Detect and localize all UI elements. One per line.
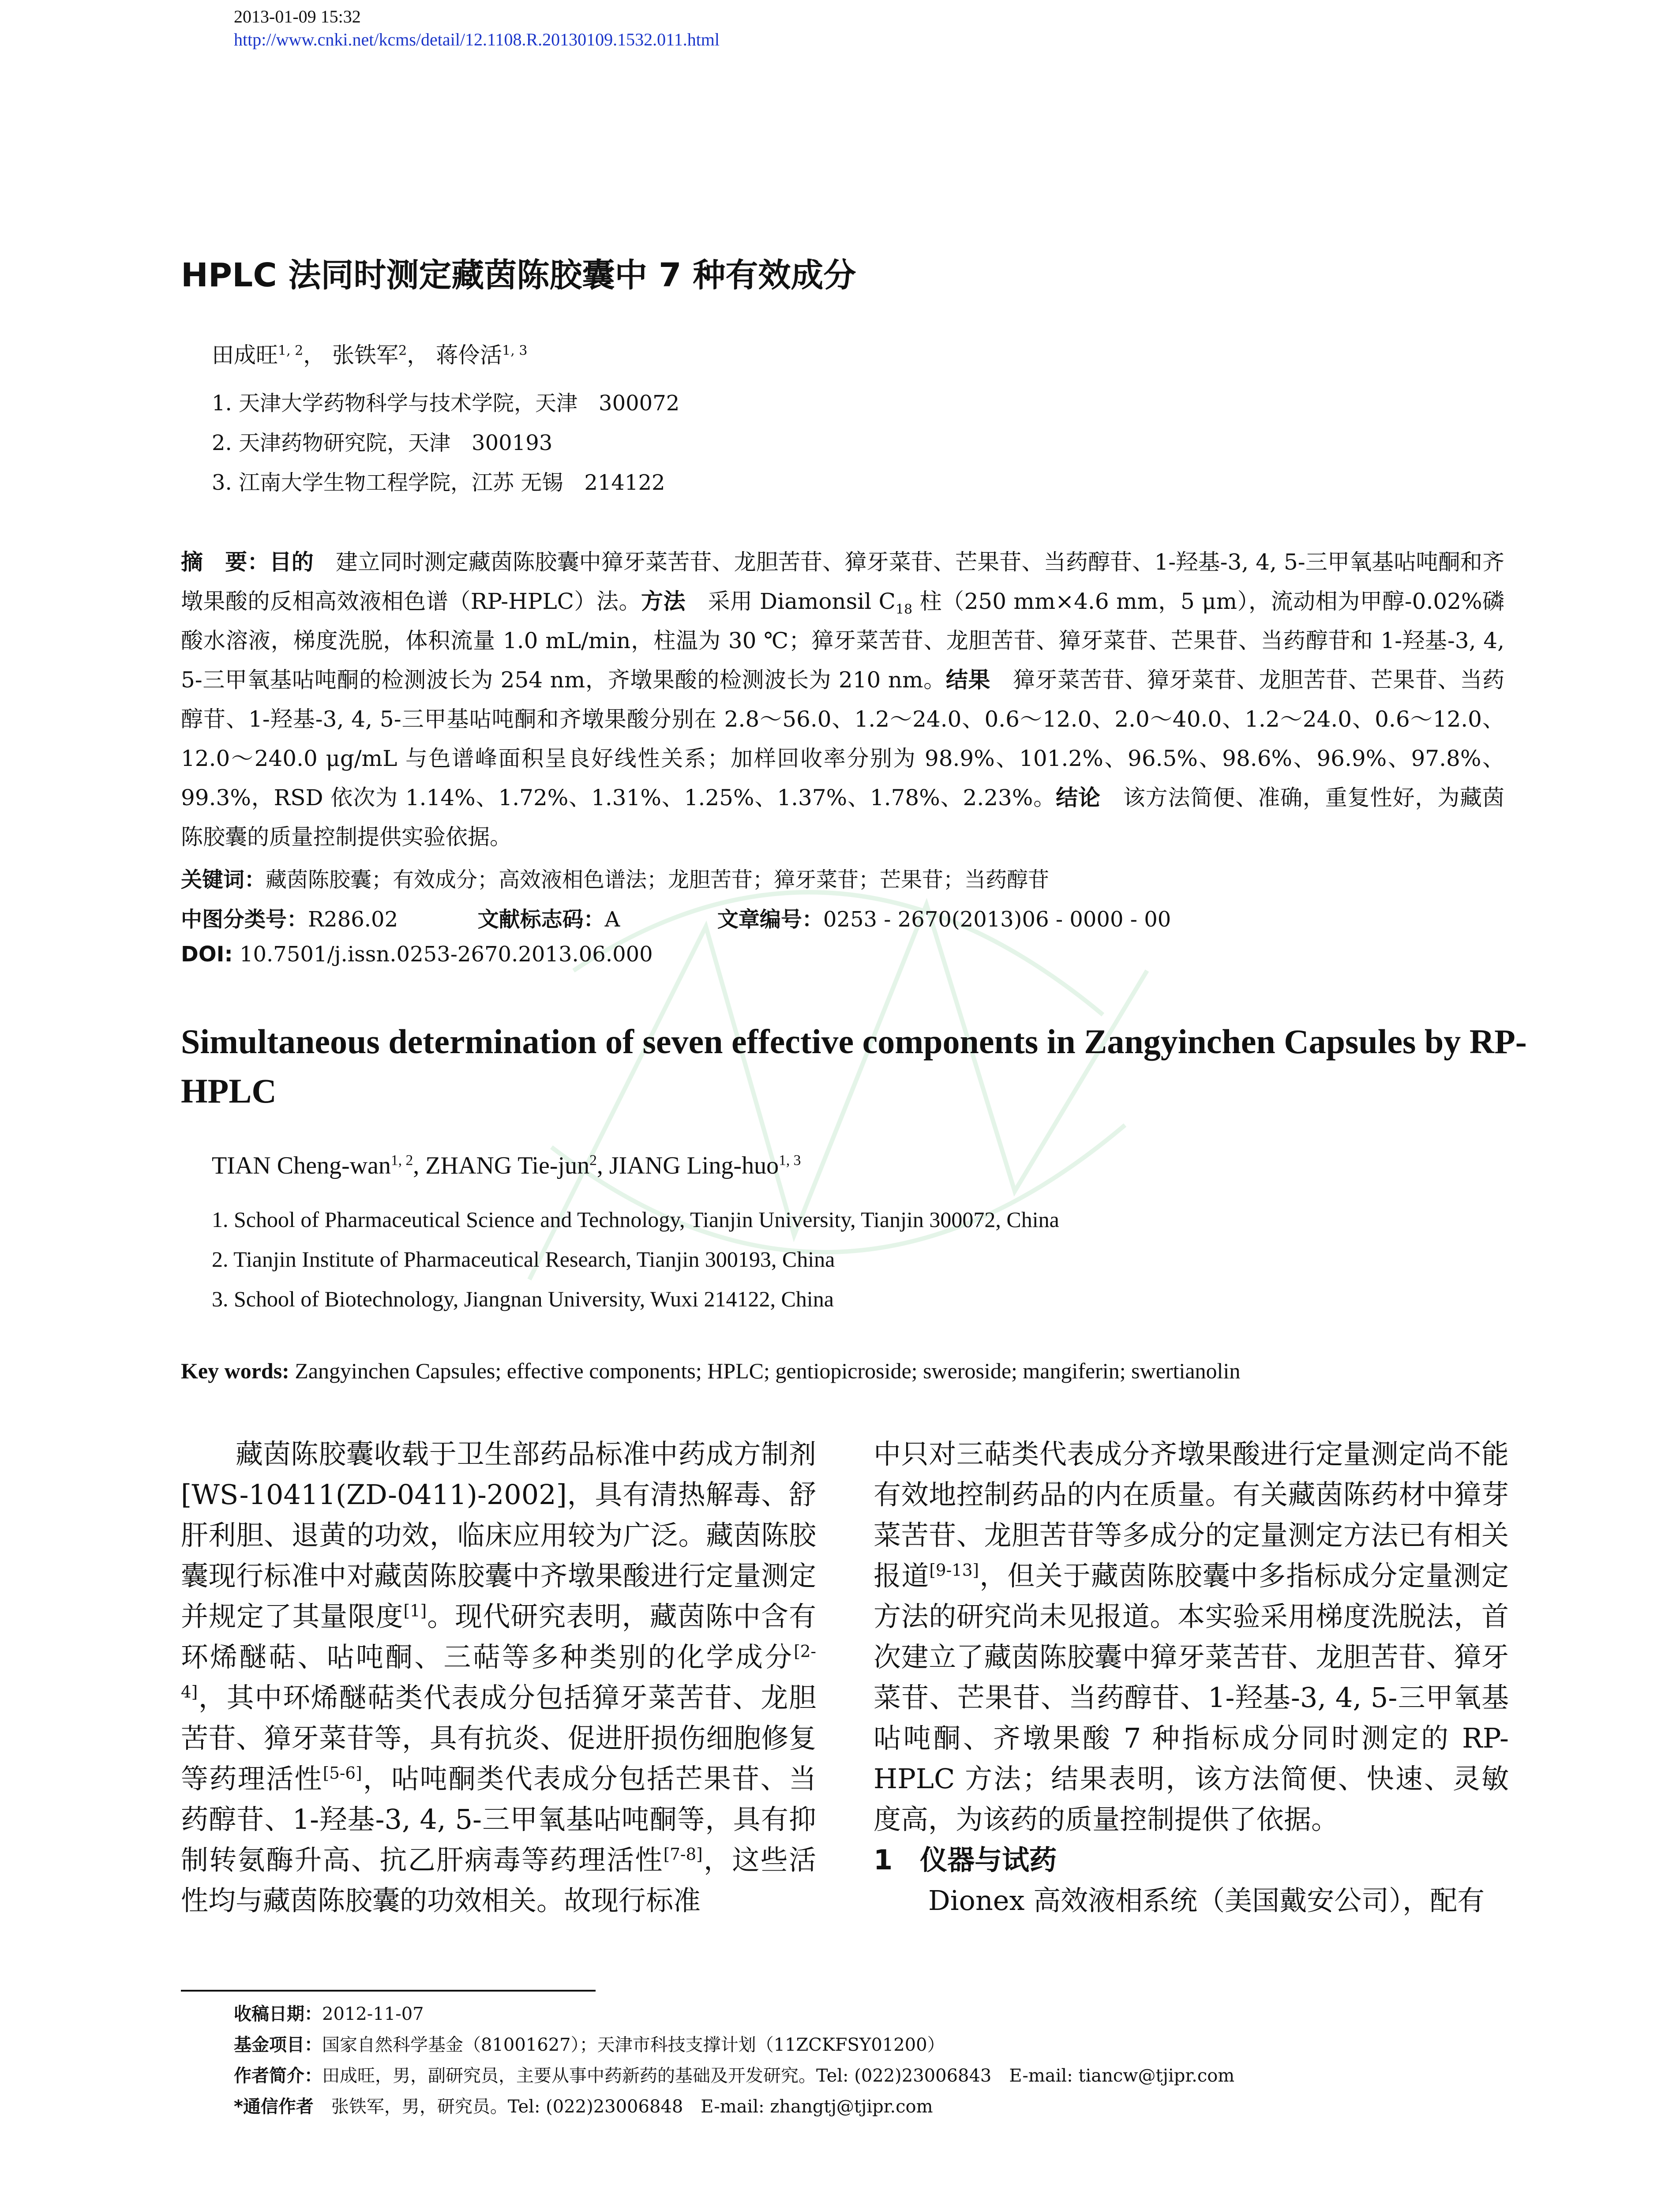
page-title-en: Simultaneous determination of seven effective components in Zangyinchen Capsules by RP-HPLC — [181, 1022, 1527, 1110]
author-name: JIANG Ling-huo — [609, 1152, 779, 1179]
footnote-label: 作者简介： — [234, 2066, 322, 2086]
footnote-label: 基金项目： — [234, 2035, 322, 2055]
keywords-text: 藏茵陈胶囊；有效成分；高效液相色谱法；龙胆苦苷；獐牙菜苷；芒果苷；当药醇苷 — [266, 867, 1050, 892]
doc-code-label: 文献标志码： — [477, 907, 605, 932]
body-text: 藏茵陈胶囊收载于卫生部药品标准中药成方制剂 [WS-10411(ZD-0411)-2002]，具有清热解毒、舒肝利胆、退黄的功效，临床应用较为广泛。藏茵陈胶囊现行标准中对藏茵陈胶囊中齐墩果酸进行定量测定并规定了其量限度 — [181, 1438, 816, 1632]
footnote-label: *通信作者 — [234, 2097, 314, 2117]
purpose-text: 建立同时测定藏茵陈胶囊中獐牙菜苦苷、龙胆苦苷、獐牙菜苷、芒果苷、当药醇苷、1-羟基-3, 4, 5-三甲氧基呫吨酮和齐墩果酸的反相高效液相色谱（RP-HPLC）法。 — [181, 549, 1504, 614]
keywords-en-label: Key words: — [181, 1358, 289, 1383]
citation[interactable]: [2-4] — [181, 1641, 816, 1702]
author-affil-mark: 2 — [398, 343, 407, 359]
affiliation-cn: 1. 天津大学药物科学与技术学院，天津 300072 — [212, 391, 680, 416]
doi-line — [181, 942, 653, 967]
body-paragraph — [874, 1434, 1509, 1840]
footnote-text: 田成旺，男，副研究员，主要从事中药新药的基础及开发研究。Tel: (022)23006843 E-mail: tiancw@tjipr.com — [322, 2066, 1235, 2086]
footnote-label: 收稿日期： — [234, 2004, 322, 2024]
author-affil-mark: 1, 3 — [779, 1152, 801, 1169]
abstract-label: 摘 要： — [181, 549, 270, 575]
body-text: ，但关于藏茵陈胶囊中多指标成分定量测定方法的研究尚未见报道。本实验采用梯度洗脱法，首次建立了藏茵陈胶囊中獐牙菜苦苷、龙胆苦苷、獐牙菜苷、芒果苷、当药醇苷、1-羟基-3, 4, 5-三甲氧基呫吨酮、齐墩果酸 7 种指标成分同时测定的 RP-HPLC 方法；结果表明，该方法简便、快速、灵敏度高，为该药的质量控制提供了依据。 — [874, 1560, 1509, 1835]
body-paragraph: Dionex 高效液相系统（美国戴安公司），配有 — [928, 1884, 1485, 1917]
footnote-divider — [181, 1990, 596, 1992]
author-separator: , — [596, 1152, 609, 1179]
body-column-left — [181, 1434, 816, 1921]
author-name: TIAN Cheng-wan — [212, 1152, 391, 1179]
doi-value: 10.7501/j.issn.0253-2670.2013.06.000 — [232, 942, 653, 967]
footnote-corresponding — [234, 2093, 933, 2120]
footnote-text: 国家自然科学基金（81001627）；天津市科技支撑计划（11ZCKFSY01200） — [322, 2035, 945, 2055]
footnote-fund — [234, 2032, 945, 2058]
conclusion-text: 该方法简便、准确，重复性好，为藏茵陈胶囊的质量控制提供实验依据。 — [181, 785, 1504, 850]
method-label: 方法 — [641, 589, 686, 614]
result-label: 结果 — [945, 667, 991, 693]
keywords-label: 关键词： — [181, 867, 266, 892]
header-date: 2013-01-09 15:32 — [234, 7, 361, 26]
footnote-received — [234, 2001, 424, 2027]
author-affil-mark: 2 — [589, 1152, 597, 1169]
author-affil-mark: 1, 2 — [278, 343, 304, 359]
keywords-en — [181, 1358, 1240, 1384]
author-separator: , — [413, 1152, 426, 1179]
body-column-right — [874, 1434, 1509, 1921]
citation[interactable]: [1] — [403, 1601, 427, 1621]
page-header — [234, 5, 720, 51]
author-name: 蒋伶活 — [436, 342, 502, 368]
clc-value: R286.02 — [308, 907, 398, 932]
method-subscript: 18 — [895, 602, 913, 617]
citation[interactable]: [5-6] — [322, 1763, 362, 1783]
abstract-cn — [181, 543, 1504, 857]
footnote-text: 张铁军，男，研究员。Tel: (022)23006848 E-mail: zhangtj@tjipr.com — [313, 2097, 933, 2117]
purpose-label: 目的 — [269, 549, 314, 575]
affiliation-en: 1. School of Pharmaceutical Science and Technology, Tianjin University, Tianjin 300072, China — [212, 1207, 1059, 1232]
author-separator: ， — [303, 342, 326, 368]
body-text: 。现代研究表明，藏茵陈中含有环烯醚萜、呫吨酮、三萜等多种类别的化学成分 — [181, 1600, 816, 1673]
body-text: ，这些活性均与藏茵陈胶囊的功效相关。故现行标准 — [181, 1844, 816, 1917]
author-affil-mark: 1, 3 — [502, 343, 528, 359]
affiliation-en: 2. Tianjin Institute of Pharmaceutical Research, Tianjin 300193, China — [212, 1247, 835, 1272]
authors-cn — [212, 338, 527, 369]
method-text: 采用 Diamonsil C — [686, 589, 896, 614]
result-text: 獐牙菜苦苷、獐牙菜苷、龙胆苦苷、芒果苷、当药醇苷、1-羟基-3, 4, 5-三甲基呫吨酮和齐墩果酸分别在 2.8～56.0、1.2～24.0、0.6～12.0、2.0～40.0、1.2～24.0、0.6～12.0、12.0～240.0 μg/mL 与色谱峰面积呈良好线性关系；加样回收率分别为 98.9%、101.2%、96.5%、98.6%、96.9%、97.8%、99.3%，RSD 依次为 1.14%、1.72%、1.31%、1.25%、1.37%、1.78%、2.23%。 — [181, 667, 1504, 810]
article-number-value: 0253 - 2670(2013)06 - 0000 - 00 — [823, 907, 1171, 932]
doi-label: DOI: — [181, 942, 233, 967]
method-text: 柱（250 mm×4.6 mm，5 μm），流动相为甲醇-0.02%磷酸水溶液，梯度洗脱，体积流量 1.0 mL/min，柱温为 30 ℃；獐牙菜苦苷、龙胆苦苷、獐牙菜苷、芒果苷、当药醇苷和 1-羟基-3, 4, 5-三甲氧基呫吨酮的检测波长为 254 nm，齐墩果酸的检测波长为 210 nm。 — [181, 589, 1504, 693]
footnote-text: 2012-11-07 — [322, 2004, 424, 2024]
affiliation-en: 3. School of Biotechnology, Jiangnan University, Wuxi 214122, China — [212, 1287, 834, 1311]
author-affil-mark: 1, 2 — [390, 1152, 413, 1169]
article-number-label: 文章编号： — [717, 907, 823, 932]
keywords-en-text: Zangyinchen Capsules; effective components; HPLC; gentiopicroside; sweroside; mangiferin; swertianolin — [289, 1358, 1241, 1383]
affiliation-cn: 2. 天津药物研究院，天津 300193 — [212, 431, 553, 455]
clc-label: 中图分类号： — [181, 907, 308, 932]
affiliation-cn: 3. 江南大学生物工程学院，江苏 无锡 214122 — [212, 470, 665, 495]
authors-en — [212, 1152, 801, 1180]
body-text: ，呫吨酮类代表成分包括芒果苷、当药醇苷、1-羟基-3, 4, 5-三甲氧基呫吨酮等，具有抑制转氨酶升高、抗乙肝病毒等药理活性 — [181, 1763, 816, 1876]
author-name: 田成旺 — [212, 342, 278, 368]
keywords-cn — [181, 863, 1049, 893]
body-text: 中只对三萜类代表成分齐墩果酸进行定量测定尚不能有效地控制药品的内在质量。有关藏茵陈药材中獐芽菜苦苷、龙胆苦苷等多成分的定量测定方法已有相关报道 — [874, 1438, 1509, 1592]
section-heading: 1 仪器与试药 — [874, 1844, 1057, 1876]
doc-code-value: A — [604, 907, 620, 932]
citation[interactable]: [7-8] — [663, 1844, 703, 1864]
conclusion-label: 结论 — [1056, 785, 1101, 810]
body-paragraph — [181, 1434, 816, 1921]
body-text: ，其中环烯醚萜类代表成分包括獐牙菜苦苷、龙胆苦苷、獐牙菜苷等，具有抗炎、促进肝损伤细胞修复等药理活性 — [181, 1681, 816, 1795]
header-url-link[interactable]: http://www.cnki.net/kcms/detail/12.1108.R.20130109.1532.011.html — [234, 30, 720, 49]
citation[interactable]: [9-13] — [929, 1560, 979, 1580]
page-title-cn: HPLC 法同时测定藏茵陈胶囊中 7 种有效成分 — [181, 256, 856, 294]
author-name: ZHANG Tie-jun — [425, 1152, 590, 1179]
author-name: 张铁军 — [332, 342, 399, 368]
footnote-author — [234, 2063, 1234, 2089]
classification-line — [181, 902, 1240, 933]
author-separator: ， — [407, 342, 429, 368]
